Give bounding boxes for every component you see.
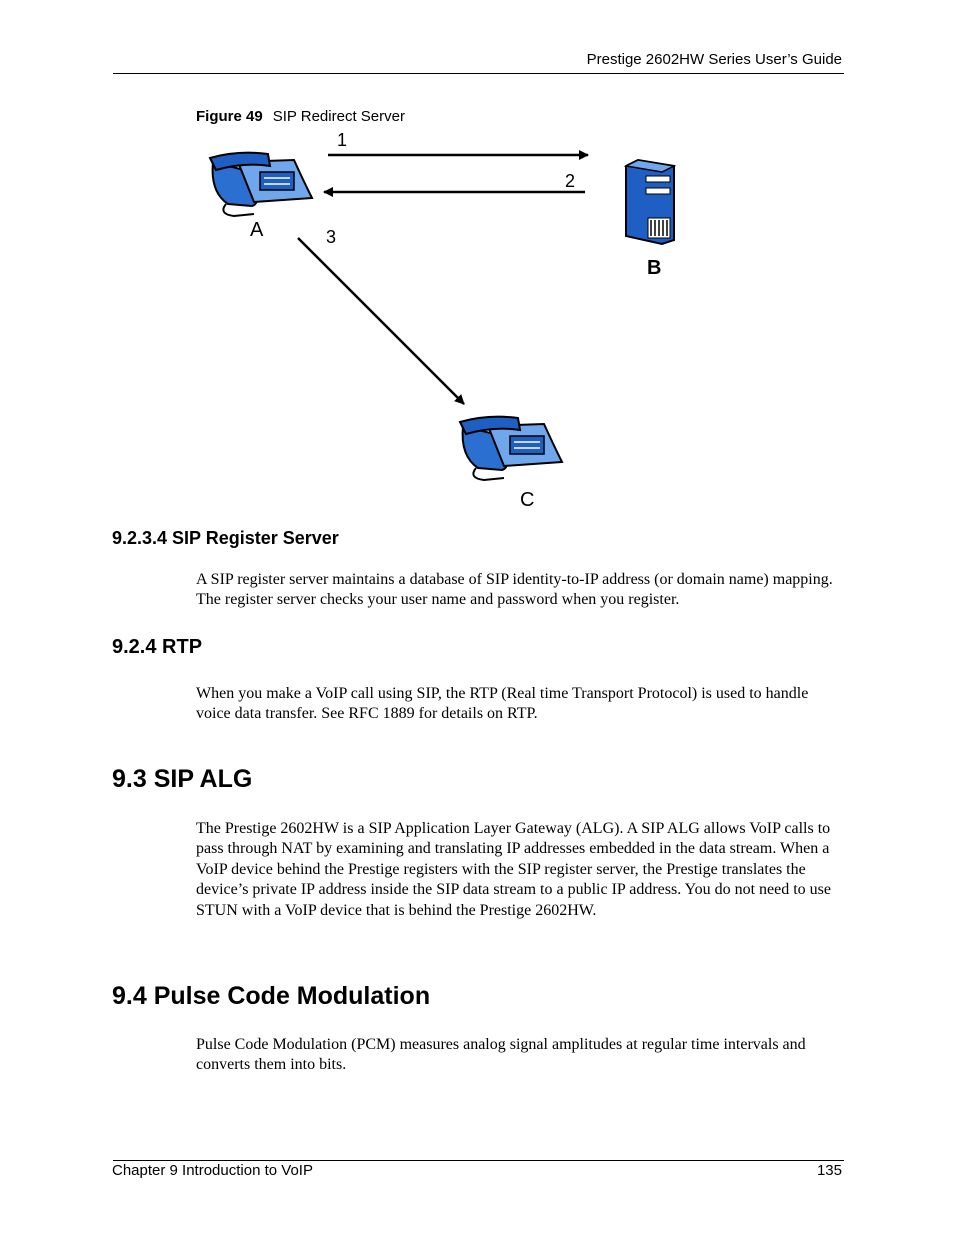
arrow-step-3 [298, 238, 464, 404]
sip-redirect-diagram [190, 130, 690, 515]
running-header: Prestige 2602HW Series User’s Guide [586, 51, 842, 68]
para-pcm: Pulse Code Modulation (PCM) measures analog signal amplitudes at regular time intervals and converts them into bits. [196, 1036, 806, 1074]
heading-sip-register-server: 9.2.3.4 SIP Register Server [112, 528, 339, 548]
node-label-b: B [647, 257, 662, 279]
step-label-2: 2 [565, 171, 576, 191]
footer-chapter: Chapter 9 Introduction to VoIP [112, 1162, 313, 1179]
header-rule [113, 73, 844, 74]
para-sip-alg: The Prestige 2602HW is a SIP Application Layer Gateway (ALG). A SIP ALG allows VoIP calls to pass through NAT by examining and translating IP addresses embedded in the data stream. When a VoIP device behind the Prestige registers with the SIP register server, the Prestige translates the device’s private IP address inside the SIP data stream to a public IP address. You do not need to use STUN with a VoIP device that is behind the Prestige 2602HW. [196, 820, 831, 919]
heading-pcm: 9.4 Pulse Code Modulation [112, 982, 431, 1010]
footer-rule [113, 1160, 844, 1161]
step-label-3: 3 [326, 227, 337, 247]
step-label-1: 1 [337, 130, 348, 150]
figure-caption [196, 108, 405, 125]
heading-sip-alg: 9.3 SIP ALG [112, 765, 253, 793]
phone-a-icon [210, 153, 312, 216]
figure-label: Figure 49 [196, 108, 263, 125]
node-label-c: C [520, 489, 535, 511]
heading-rtp: 9.2.4 RTP [112, 636, 203, 658]
node-label-a: A [250, 219, 264, 241]
phone-c-icon [460, 417, 562, 480]
para-rtp: When you make a VoIP call using SIP, the RTP (Real time Transport Protocol) is used to handle voice data transfer. See RFC 1889 for details on RTP. [196, 685, 809, 723]
figure-title: SIP Redirect Server [272, 108, 405, 125]
para-sip-register-server: A SIP register server maintains a database of SIP identity-to-IP address (or domain name) mapping. The register server checks your user name and password when you register. [196, 571, 833, 609]
page-number: 135 [816, 1162, 842, 1179]
server-b-icon [626, 160, 674, 244]
